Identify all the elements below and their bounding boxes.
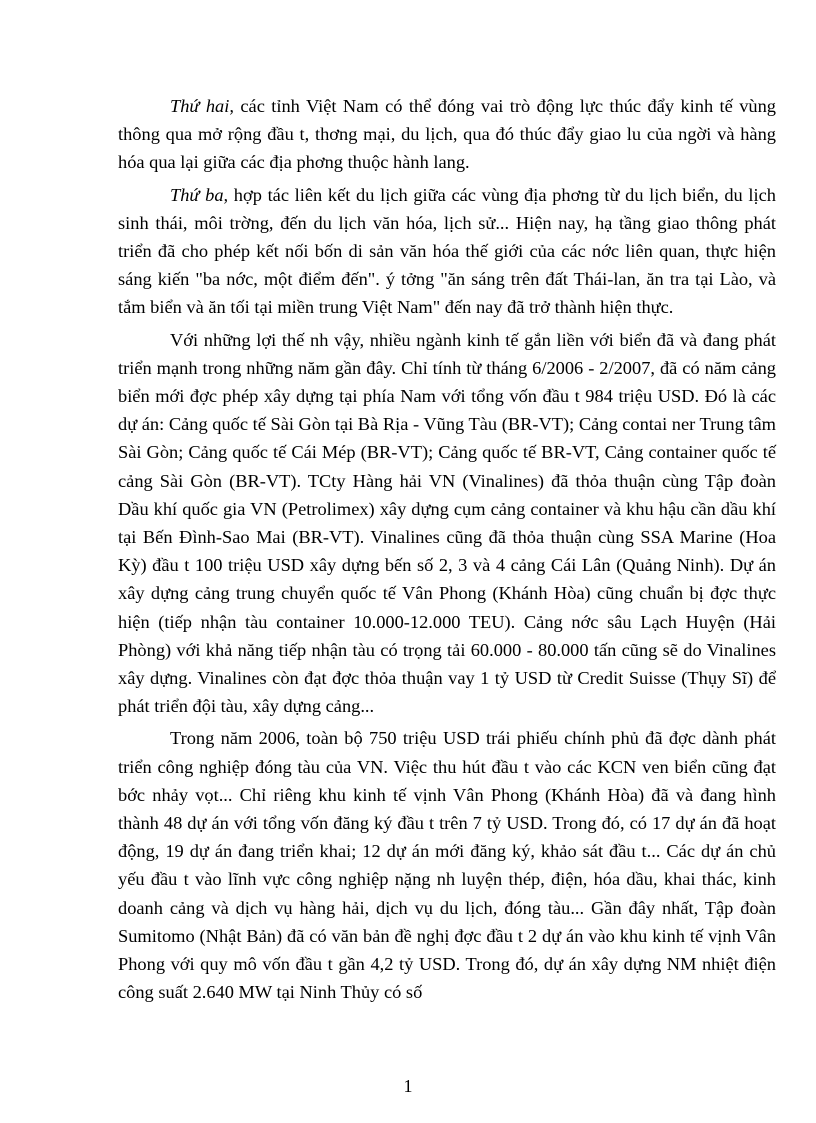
page-number: 1 xyxy=(403,1076,413,1096)
paragraph-text: Với những lợi thế nh vậy, nhiều ngành kinh tế gắn liền với biển đã và đang phát triển mạnh trong những năm gần đây. Chỉ tính từ tháng 6/2006 - 2/2007, đã có năm cảng biển mới đợc phép xây dựng tại phía Nam với tổng vốn đầu t 984 triệu USD. Đó là các dự án: Cảng quốc tế Sài Gòn tại Bà Rịa - Vũng Tàu (BR-VT); Cảng contai ner Trung tâm Sài Gòn; Cảng quốc tế Cái Mép (BR-VT); Cảng quốc tế BR-VT, Cảng container quốc tế cảng Sài Gòn (BR-VT). TCty Hàng hải VN (Vinalines) đã thỏa thuận cùng Tập đoàn Dầu khí quốc gia VN (Petrolimex) xây dựng cụm cảng container và khu hậu cần dầu khí tại Bến Đình-Sao Mai (BR-VT). Vinalines cũng đã thỏa thuận cùng SSA Marine (Hoa Kỳ) đầu t 100 triệu USD xây dựng bến số 2, 3 và 4 cảng Cái Lân (Quảng Ninh). Dự án xây dựng cảng trung chuyển quốc tế Vân Phong (Khánh Hòa) cũng chuẩn bị đợc thực hiện (tiếp nhận tàu container 10.000-12.000 TEU). Cảng nớc sâu Lạch Huyện (Hải Phòng) với khả năng tiếp nhận tàu có trọng tải 60.000 - 80.000 tấn cũng sẽ do Vinalines xây dựng. Vinalines còn đạt đợc thỏa thuận vay 1 tỷ USD từ Credit Suisse (Thụy Sĩ) để phát triển đội tàu, xây dựng cảng... xyxy=(118,329,776,717)
paragraph-lead: Thứ ba, xyxy=(170,184,229,205)
paragraph-text: các tỉnh Việt Nam có thể đóng vai trò động lực thúc đẩy kinh tế vùng thông qua mở rộng đầu t, thơng mại, du lịch, qua đó thúc đẩy giao lu của ngời và hàng hóa qua lại giữa các địa phơng thuộc hành lang. xyxy=(118,96,777,173)
paragraph-lead: Thứ hai, xyxy=(170,96,234,116)
paragraph-thu-ba xyxy=(118,181,776,322)
paragraph-investment-2006 xyxy=(118,724,776,1006)
paragraph-text: hợp tác liên kết du lịch giữa các vùng địa phơng từ du lịch biển, du lịch sinh thái, môi trờng, đến du lịch văn hóa, lịch sử... Hiện nay, hạ tầng giao thông phát triển đã cho phép kết nối bốn di sản văn hóa thế giới của các nớc liên quan, thực hiện sáng kiến "ba nớc, một điểm đến". ý tởng "ăn sáng trên đất Thái-lan, ăn tra tại Lào, và tắm biển và ăn tối tại miền trung Việt Nam" đến nay đã trở thành hiện thực. xyxy=(118,184,776,318)
paragraph-seaports xyxy=(118,326,776,721)
body-text xyxy=(118,92,776,1007)
paragraph-thu-hai xyxy=(118,92,776,177)
paragraph-text: Trong năm 2006, toàn bộ 750 triệu USD trái phiếu chính phủ đã đợc dành phát triển công nghiệp đóng tàu của VN. Việc thu hút đầu t vào các KCN ven biển cũng đạt bớc nhảy vọt... Chỉ riêng khu kinh tế vịnh Vân Phong (Khánh Hòa) đã và đang hình thành 48 dự án với tổng vốn đăng ký đầu t trên 7 tỷ USD. Trong đó, có 17 dự án đã hoạt động, 19 dự án đang triển khai; 12 dự án mới đăng ký, khảo sát đầu t... Các dự án chủ yếu đầu t vào lĩnh vực công nghiệp nặng nh luyện thép, điện, hóa dầu, khai thác, kinh doanh cảng và dịch vụ hàng hải, dịch vụ du lịch, đóng tàu... Gần đây nhất, Tập đoàn Sumitomo (Nhật Bản) đã có văn bản đề nghị đợc đầu t 2 dự án vào khu kinh tế vịnh Vân Phong với quy mô vốn đầu t gần 4,2 tỷ USD. Trong đó, dự án xây dựng NM nhiệt điện công suất 2.640 MW tại Ninh Thủy có số xyxy=(118,728,776,1003)
